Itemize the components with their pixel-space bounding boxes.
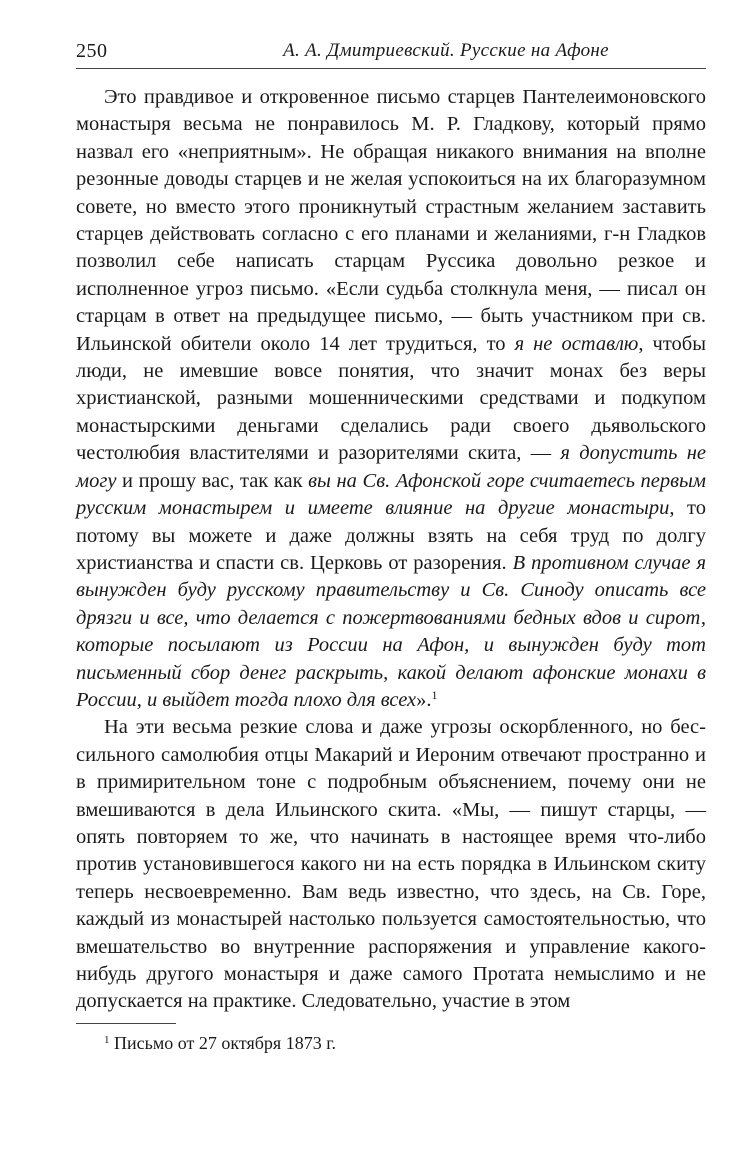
page-header: [76, 38, 706, 69]
text-run: , чтобы люди, не имевшие вовсе понятия, что значит монах без веры христианской, разными мошенническими средствами и подкупом монастырскими деньгами сделались ради своего дьявольского честолюбия властителями и разорителями скита, —: [76, 332, 707, 465]
paragraph: На эти весьма резкие слова и даже угрозы оскорбленного, но бессильного самолюбия отцы Макарий и Иероним отвечают пространно и в примирительном тоне с подробным объяснением, почему они не вмешиваются в дела Ильинского скита. «Мы, — пишут старцы, — опять повторяем то же, что начинать в настоящее время что-либо против установившегося какого ни на есть порядка в Ильинском скиту теперь несвоевременно. Вам ведь известно, что здесь, на Св. Горе, каждый из монастырей настолько пользуется самостоятельностью, что вмешательство во внутренние распоряжения и управление какого-нибудь другого монастыря и даже самого Протата немыслимо и не допускается на практике. Следовательно, участие в этом: [76, 716, 706, 1013]
page-number: 250: [76, 40, 108, 62]
footnote-number: 1: [104, 1034, 110, 1046]
italic-run: вы на Св. Афонской горе считаетесь первым русским монастырем и имеете влияние на другие монастыри: [76, 469, 706, 520]
footnote-reference: 1: [431, 687, 438, 702]
footnote-divider: [76, 1023, 176, 1024]
footnote-text: Письмо от 27 октября 1873 г.: [109, 1033, 337, 1053]
italic-run: я не оставлю: [514, 332, 639, 355]
italic-run: я допустить не могу: [76, 442, 706, 492]
italic-run: В противном случае я вынужден буду русскому правительству и Св. Синоду описать все дрязги и все, что делается с пожертвованиями бедных вдов и сирот, которые посылают из России на Афон, и вынужден буду тот письменный сбор денег раскрыть, какой делают афонские монахи в России, и выйдет тогда плохо для всех: [76, 551, 706, 711]
footnote: [76, 1032, 706, 1054]
text-run: , то потому вы можете и даже должны взять на себя труд по долгу христианства и спасти св. Церковь от разорения.: [76, 497, 706, 574]
paragraph: [76, 84, 706, 714]
text-run: Это правдивое и откровенное письмо старцев Пантелеимоновского монастыря весьма не понравилось М. Р. Гладкову, который прямо назвал его «неприятным». Не обращая никакого внимания на вполне резонные доводы старцев и не желая успокоиться на их благоразумном совете, но вместо этого проникнутый страстным желанием заставить старцев действовать согласно с его планами и желаниями, г-н Гладков позволил себе написать старцам Руссика довольно резкое и исполненное угроз письмо. «Если судьба столкнула меня, — писал он старцам в ответ на предыдущее письмо, — быть участником при св. Ильинской обители около 14 лет трудиться, то: [76, 86, 706, 355]
text-run: ».: [416, 688, 432, 711]
text-run: и прошу вас, так как: [116, 469, 309, 492]
main-text: [76, 84, 706, 1016]
running-head: А. А. Дмитриевский. Русские на Афоне: [283, 40, 609, 61]
